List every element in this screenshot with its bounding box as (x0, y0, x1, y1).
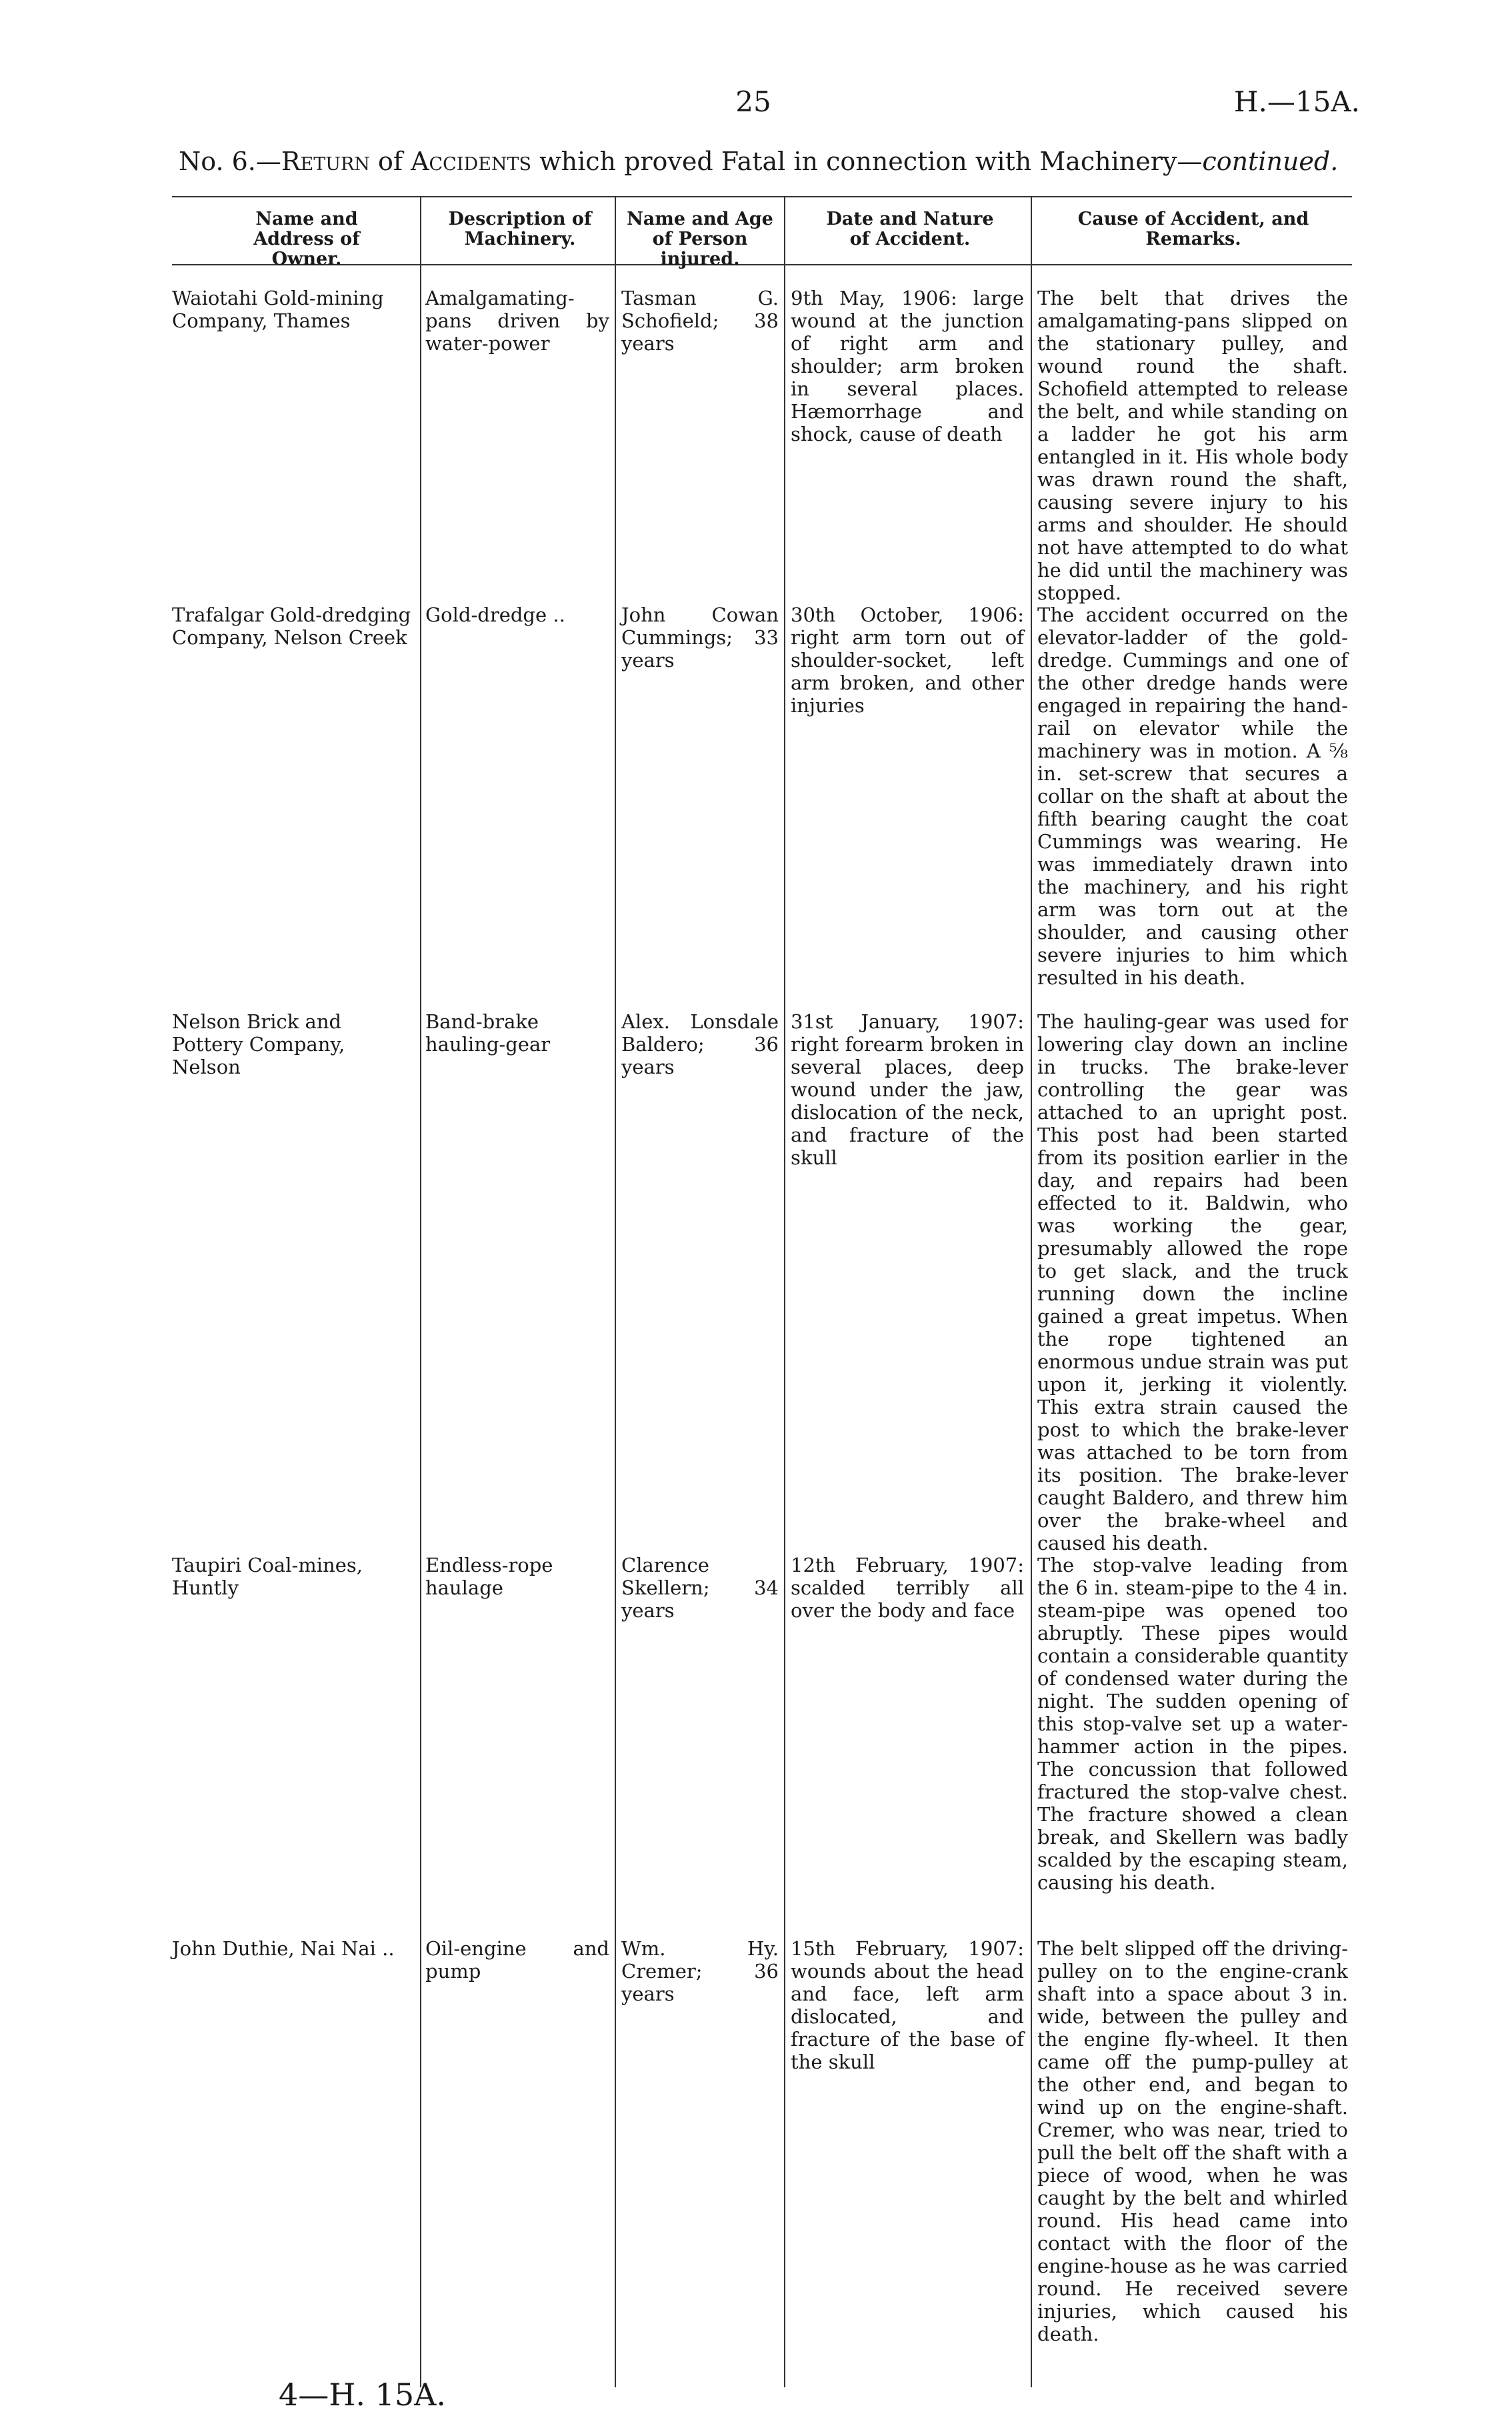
row-1-date-nature: 9th May, 1906: large wound at the junction of right arm and shoulder; arm broken in several places. Hæmorrhage and shock, cause of death (791, 287, 1024, 445)
row-2-owner: Trafalgar Gold-dredging Company, Nelson Creek (172, 603, 411, 649)
title-accidents: Accidents (411, 147, 531, 176)
title-prefix: No. 6.— (179, 147, 281, 176)
document-code: H.—15A. (1233, 85, 1360, 118)
row-4-machinery: Endless-rope haulage (425, 1554, 553, 1599)
row-3-cause: The hauling-gear was used for lowering clay down an incline in trucks. The brake-lever controlling the gear was attached to an upright post. This post had been started from its position earlier in the day, and repairs had been effected to it. Baldwin, who was working the gear, presumably allowed the rope to get slack, and the truck running down the incline gained a great impetus. When the rope tightened an enormous undue strain was put upon it, jerking it violently. This extra strain caused the post to which the brake-lever was attached to be torn from its position. The brake-lever caught Baldero, and threw him over the brake-wheel and caused his death. (1037, 1010, 1348, 1554)
page-number: 25 (735, 85, 771, 118)
title-of: of (378, 147, 403, 176)
row-1-person: Tasman G. Schofield; 38 years (621, 287, 779, 355)
title-return: Return (281, 147, 370, 176)
title-rest: which proved Fatal in connection with Machinery— (539, 147, 1203, 176)
row-4-cause: The stop-valve leading from the 6 in. steam-pipe to the 4 in. steam-pipe was opened too abruptly. These pipes would contain a considerable quantity of condensed water during the night. The sudden opening of this stop-valve set up a water-hammer action in the pipes. The concussion that followed fractured the stop-valve chest. The fracture showed a clean break, and Skellern was badly scalded by the escaping steam, causing his death. (1037, 1554, 1348, 1894)
column-header-cause: Cause of Accident, and Remarks. (1077, 209, 1309, 249)
row-5-date-nature: 15th February, 1907: wounds about the head and face, left arm dislocated, and fracture of the base of the skull (791, 1937, 1024, 2073)
column-divider-4 (1031, 197, 1032, 2387)
table-top-rule (172, 196, 1352, 197)
row-1-machinery: Amalgamating-pans driven by water-power (425, 287, 609, 355)
column-header-owner: Name and Address of Owner. (253, 209, 360, 269)
row-5-person: Wm. Hy. Cremer; 36 years (621, 1937, 779, 2005)
row-1-owner: Waiotahi Gold-mining Company, Thames (172, 287, 384, 332)
row-4-person: Clarence Skellern; 34 years (621, 1554, 779, 1622)
row-3-owner: Nelson Brick and Pottery Company, Nelson (172, 1010, 345, 1078)
row-3-person: Alex. Lonsdale Baldero; 36 years (621, 1010, 779, 1078)
row-4-date-nature: 12th February, 1907: scalded terribly all over the body and face (791, 1554, 1024, 1622)
row-2-person: John Cowan Cummings; 33 years (621, 603, 779, 672)
row-2-date-nature: 30th October, 1906: right arm torn out of shoulder-socket, left arm broken, and other injuries (791, 603, 1024, 717)
row-5-cause: The belt slipped off the driving-pulley on to the engine-crank shaft into a space about 3 in. wide, between the pulley and the engine fly-wheel. It then came off the pump-pulley at the other end, and began to wind up on the engine-shaft. Cremer, who was near, tried to pull the belt off the shaft with a piece of wood, when he was caught by the belt and whirled round. His head came into contact with the floor of the engine-house as he was carried round. He received severe injuries, which caused his death. (1037, 1937, 1348, 2345)
column-header-person: Name and Age of Person injured. (627, 209, 773, 269)
row-2-machinery: Gold-dredge .. (425, 603, 565, 626)
row-4-owner: Taupiri Coal-mines, Huntly (172, 1554, 363, 1599)
column-divider-2 (615, 197, 616, 2387)
column-divider-1 (420, 197, 421, 2387)
table-title (179, 147, 1352, 176)
signature-mark: 4—H. 15A. (279, 2377, 447, 2413)
row-1-cause: The belt that drives the amalgamating-pans slipped on the stationary pulley, and wound round the shaft. Schofield attempted to release the belt, and while standing on a ladder he got his arm entangled in it. His whole body was drawn round the shaft, causing severe injury to his arms and shoulder. He should not have attempted to do what he did until the machinery was stopped. (1037, 287, 1348, 604)
column-header-date-nature: Date and Nature of Accident. (826, 209, 994, 249)
column-header-machinery: Description of Machinery. (448, 209, 592, 249)
title-continued: continued. (1202, 147, 1339, 176)
row-3-date-nature: 31st January, 1907: right forearm broken in several places, deep wound under the jaw, dislocation of the neck, and fracture of the skull (791, 1010, 1024, 1169)
row-5-machinery: Oil-engine and pump (425, 1937, 609, 1983)
row-2-cause: The accident occurred on the elevator-ladder of the gold-dredge. Cummings and one of the other dredge hands were engaged in repairing the hand-rail on elevator while the machinery was in motion. A ⅝ in. set-screw that secures a collar on the shaft at about the fifth bearing caught the coat Cummings was wearing. He was immediately drawn into the machinery, and his right arm was torn out at the shoulder, and causing other severe injuries to him which resulted in his death. (1037, 603, 1348, 989)
row-3-machinery: Band-brake hauling-gear (425, 1010, 551, 1056)
row-5-owner: John Duthie, Nai Nai .. (172, 1937, 395, 1960)
column-divider-3 (784, 197, 785, 2387)
